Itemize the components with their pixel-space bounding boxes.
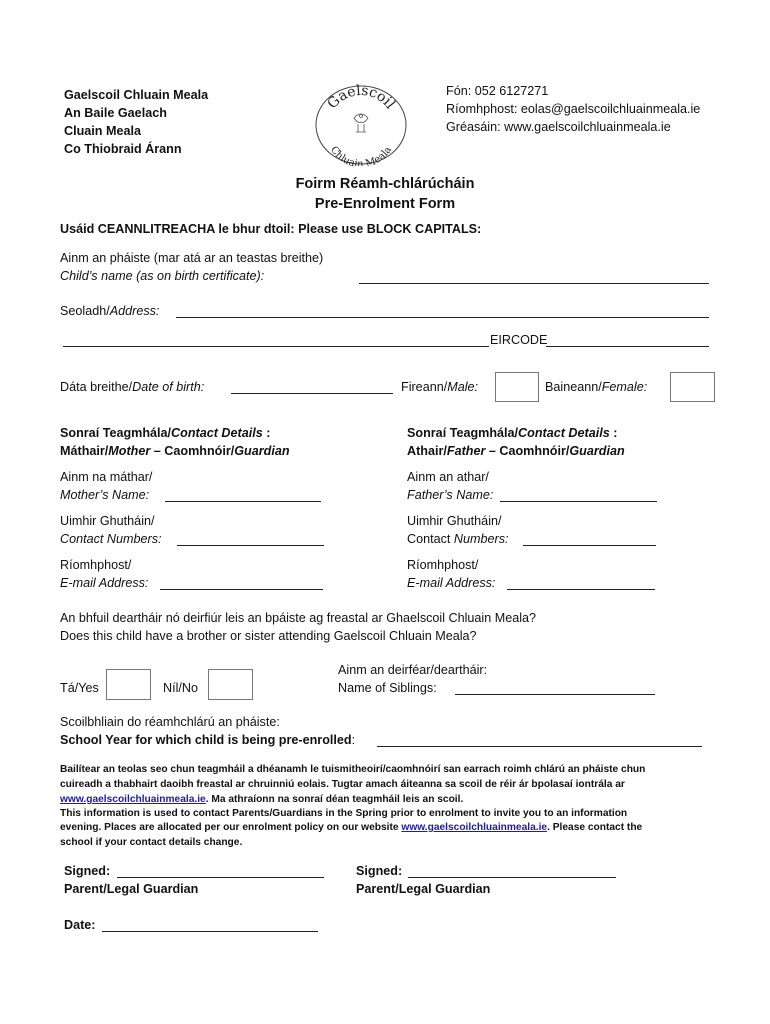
date-label: Date: bbox=[64, 918, 96, 932]
heading-text: Father bbox=[446, 444, 486, 458]
mother-email-label-irish: Ríomhphost/ bbox=[60, 558, 132, 572]
heading-text: Sonraí Teagmhála/ bbox=[60, 426, 172, 440]
father-email-field[interactable] bbox=[507, 576, 655, 590]
address-label-english: Address: bbox=[109, 304, 160, 318]
notice-text: . Please contact the bbox=[547, 822, 643, 833]
label-text: : bbox=[351, 733, 356, 747]
father-name-field[interactable] bbox=[500, 488, 657, 502]
school-address-line: An Baile Gaelach bbox=[64, 106, 167, 120]
school-logo bbox=[314, 84, 408, 166]
male-label-english: Male: bbox=[447, 380, 478, 394]
female-label bbox=[545, 378, 647, 396]
notice-line bbox=[60, 821, 642, 836]
heading-text: Contact Details bbox=[518, 426, 610, 440]
child-name-label-irish: Ainm an pháiste (mar atá ar an teastas breithe) bbox=[60, 251, 324, 265]
mother-phone-label-english: Contact Numbers: bbox=[60, 532, 162, 546]
mother-contact-subheading bbox=[60, 442, 290, 460]
no-checkbox[interactable] bbox=[208, 669, 253, 700]
female-label-english: Female: bbox=[601, 380, 648, 394]
father-phone-field[interactable] bbox=[523, 532, 656, 546]
svg-text:Gaelscoil bbox=[324, 84, 398, 113]
heading-text: Mother bbox=[108, 444, 151, 458]
heading-text: : bbox=[609, 426, 618, 440]
school-address-line: Cluain Meala bbox=[64, 124, 141, 138]
notice-line: This information is used to contact Parents/Guardians in the Spring prior to enrolment to invite you to an information bbox=[60, 808, 628, 819]
school-year-label-english bbox=[60, 731, 355, 749]
sibling-names-field[interactable] bbox=[455, 681, 655, 695]
address-field-line2[interactable] bbox=[63, 333, 489, 347]
dob-label-english: Date of birth: bbox=[132, 380, 205, 394]
heading-text: Guardian bbox=[569, 444, 625, 458]
signature-field-1[interactable] bbox=[117, 864, 324, 878]
male-label bbox=[401, 378, 478, 396]
yes-label: Tá/Yes bbox=[60, 681, 99, 695]
mother-name-label-irish: Ainm na máthar/ bbox=[60, 470, 153, 484]
heading-text: Contact Details bbox=[171, 426, 263, 440]
label-text: School Year for which child is being pre-enrolled bbox=[60, 733, 352, 747]
child-name-label-english: Child’s name (as on birth certificate): bbox=[60, 269, 265, 283]
heading-text: – Caomhnóir/ bbox=[150, 444, 235, 458]
school-address-line: Co Thiobraid Árann bbox=[64, 142, 182, 156]
notice-line: Bailítear an teolas seo chun teagmháil a dhéanamh le tuismitheoirí/caomhnóirí san earrach roimh chlárú an pháiste chun bbox=[60, 764, 646, 775]
notice-text: . Ma athraíonn na sonraí déan teagmháil leis an scoil. bbox=[205, 794, 464, 805]
school-website-link[interactable]: www.gaelscoilchluainmeala.ie bbox=[401, 822, 548, 833]
eircode-field[interactable] bbox=[546, 333, 709, 347]
heading-text: Athair/ bbox=[407, 444, 447, 458]
heading-text: Máthair/ bbox=[60, 444, 109, 458]
sibling-names-label-irish: Ainm an deirféar/deartháir: bbox=[338, 663, 488, 677]
father-email-label-english: E-mail Address: bbox=[407, 576, 496, 590]
address-label-irish: Seoladh/ bbox=[60, 304, 110, 318]
notice-line bbox=[60, 793, 463, 808]
father-name-label-irish: Ainm an athar/ bbox=[407, 470, 489, 484]
eircode-label: EIRCODE bbox=[490, 333, 548, 347]
mother-name-label-english: Mother’s Name: bbox=[60, 488, 150, 502]
child-name-field[interactable] bbox=[359, 270, 709, 284]
label-text: Contact bbox=[407, 532, 454, 546]
notice-line: school if your contact details change. bbox=[60, 837, 243, 848]
signature-field-2[interactable] bbox=[408, 864, 616, 878]
school-year-field[interactable] bbox=[377, 733, 702, 747]
school-phone: Fón: 052 6127271 bbox=[446, 84, 549, 98]
address-field-line1[interactable] bbox=[176, 304, 709, 318]
no-label: Níl/No bbox=[163, 681, 198, 695]
mother-contact-heading bbox=[60, 424, 270, 442]
notice-text: evening. Places are allocated per our enrolment policy on our website bbox=[60, 822, 402, 833]
signer-role-2: Parent/Legal Guardian bbox=[356, 882, 491, 896]
signed-label-1: Signed: bbox=[64, 864, 111, 878]
father-contact-subheading bbox=[407, 442, 625, 460]
school-name: Gaelscoil Chluain Meala bbox=[64, 88, 209, 102]
father-phone-label-irish: Uimhir Ghutháin/ bbox=[407, 514, 502, 528]
mother-name-field[interactable] bbox=[165, 488, 321, 502]
label-text: Numbers: bbox=[453, 532, 509, 546]
mother-email-field[interactable] bbox=[160, 576, 323, 590]
school-website-link[interactable]: www.gaelscoilchluainmeala.ie bbox=[60, 794, 206, 805]
notice-line: cuireadh a thabhairt daoibh freastal ar chruinniú eolais. Tugtar amach áiteanna sa scoil de réir ár bpolasaí iontrála ar bbox=[60, 779, 625, 790]
father-phone-label-english bbox=[407, 530, 509, 548]
heading-text: Sonraí Teagmhála/ bbox=[407, 426, 519, 440]
father-contact-heading bbox=[407, 424, 617, 442]
dob-label-irish: Dáta breithe/ bbox=[60, 380, 133, 394]
form-title-english: Pre-Enrolment Form bbox=[314, 196, 456, 212]
school-website: Gréasáin: www.gaelscoilchluainmeala.ie bbox=[446, 120, 671, 134]
school-email: Ríomhphost: eolas@gaelscoilchluainmeala.ie bbox=[446, 102, 701, 116]
male-label-irish: Fireann/ bbox=[401, 380, 448, 394]
sibling-names-label-english: Name of Siblings: bbox=[338, 681, 437, 695]
mother-email-label-english: E-mail Address: bbox=[60, 576, 149, 590]
dob-label bbox=[60, 378, 204, 396]
mother-phone-label-irish: Uimhir Ghutháin/ bbox=[60, 514, 155, 528]
female-label-irish: Baineann/ bbox=[545, 380, 602, 394]
female-checkbox[interactable] bbox=[670, 372, 715, 402]
block-capitals-instruction: Usáid CEANNLITREACHA le bhur dtoil: Please use BLOCK CAPITALS: bbox=[60, 222, 482, 236]
heading-text: : bbox=[262, 426, 271, 440]
svg-text:Chluain Meala bbox=[328, 145, 394, 166]
mother-phone-field[interactable] bbox=[177, 532, 324, 546]
heading-text: Guardian bbox=[234, 444, 290, 458]
father-name-label-english: Father’s Name: bbox=[407, 488, 494, 502]
father-email-label-irish: Ríomhphost/ bbox=[407, 558, 479, 572]
heading-text: – Caomhnóir/ bbox=[485, 444, 570, 458]
sibling-question-irish: An bhfuil deartháir nó deirfiúr leis an bpáiste ag freastal ar Ghaelscoil Chluain Meala? bbox=[60, 611, 537, 625]
logo-text-bottom: Chluain Meala bbox=[327, 144, 395, 166]
school-year-label-irish: Scoilbhliain do réamhchlárú an pháiste: bbox=[60, 715, 280, 729]
sibling-question-english: Does this child have a brother or sister attending Gaelscoil Chluain Meala? bbox=[60, 629, 477, 643]
male-checkbox[interactable] bbox=[495, 372, 539, 402]
signer-role-1: Parent/Legal Guardian bbox=[64, 882, 199, 896]
yes-checkbox[interactable] bbox=[106, 669, 151, 700]
dob-field[interactable] bbox=[231, 380, 393, 394]
signed-label-2: Signed: bbox=[356, 864, 403, 878]
date-field[interactable] bbox=[102, 918, 318, 932]
logo-emblem-icon bbox=[354, 114, 368, 132]
form-title-irish: Foirm Réamh-chlárúcháin bbox=[295, 176, 475, 192]
address-label bbox=[60, 302, 159, 320]
logo-text-top: Gaelscoil bbox=[324, 84, 399, 113]
